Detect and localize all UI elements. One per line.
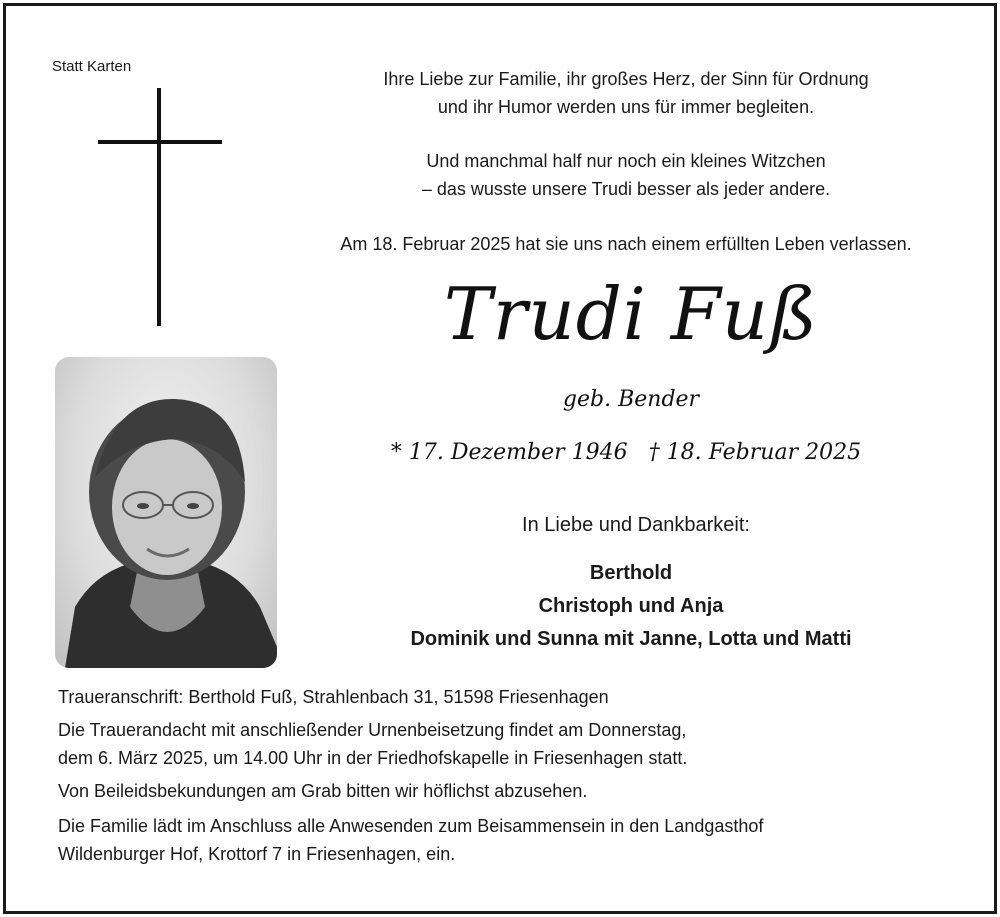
- deceased-name: Trudi Fuß: [443, 272, 819, 356]
- verse-stanza-2: [296, 147, 956, 203]
- info-line: Die Trauerandacht mit anschließender Urnenbeisetzung findet am Donnerstag,: [58, 720, 687, 740]
- info-line: dem 6. März 2025, um 14.00 Uhr in der Friedhofskapelle in Friesenhagen statt.: [58, 748, 688, 768]
- mourner-line: Dominik und Sunna mit Janne, Lotta und Matti: [410, 628, 852, 650]
- birth-date: * 17. Dezember 1946: [390, 440, 628, 465]
- mourner-line: Berthold: [589, 562, 673, 584]
- verse-stanza-1: [296, 65, 956, 121]
- service-details: [58, 716, 958, 772]
- life-dates: [376, 440, 876, 465]
- death-date: † 18. Februar 2025: [648, 440, 862, 465]
- verse-line: Ihre Liebe zur Familie, ihr großes Herz, der Sinn für Ordnung: [383, 69, 869, 89]
- gathering-invitation: [58, 812, 958, 868]
- cross-icon: [157, 88, 161, 326]
- mourning-address: Traueranschrift: Berthold Fuß, Strahlenbach 31, 51598 Friesenhagen: [58, 687, 609, 707]
- birth-name: geb. Bender: [562, 387, 700, 412]
- verse-line: Und manchmal half nur noch ein kleines Witzchen: [426, 151, 826, 171]
- thanks-intro: In Liebe und Dankbarkeit:: [522, 514, 750, 536]
- verse-line: und ihr Humor werden uns für immer begleiten.: [437, 97, 815, 117]
- cross-icon-bar: [98, 140, 222, 144]
- info-line: Die Familie lädt im Anschluss alle Anwesenden zum Beisammensein in den Landgasthof: [58, 816, 764, 836]
- verse-line: – das wusste unsere Trudi besser als jeder andere.: [421, 179, 831, 199]
- passing-statement: Am 18. Februar 2025 hat sie uns nach einem erfüllten Leben verlassen.: [340, 234, 912, 254]
- condolence-note: Von Beileidsbekundungen am Grab bitten wir höflichst abzusehen.: [58, 781, 588, 801]
- info-line: Wildenburger Hof, Krottorf 7 in Friesenhagen, ein.: [58, 844, 456, 864]
- portrait-photo: [55, 357, 277, 668]
- obituary-notice: [3, 3, 997, 914]
- mourner-line: Christoph und Anja: [538, 595, 724, 617]
- statt-karten-label: Statt Karten: [52, 58, 132, 75]
